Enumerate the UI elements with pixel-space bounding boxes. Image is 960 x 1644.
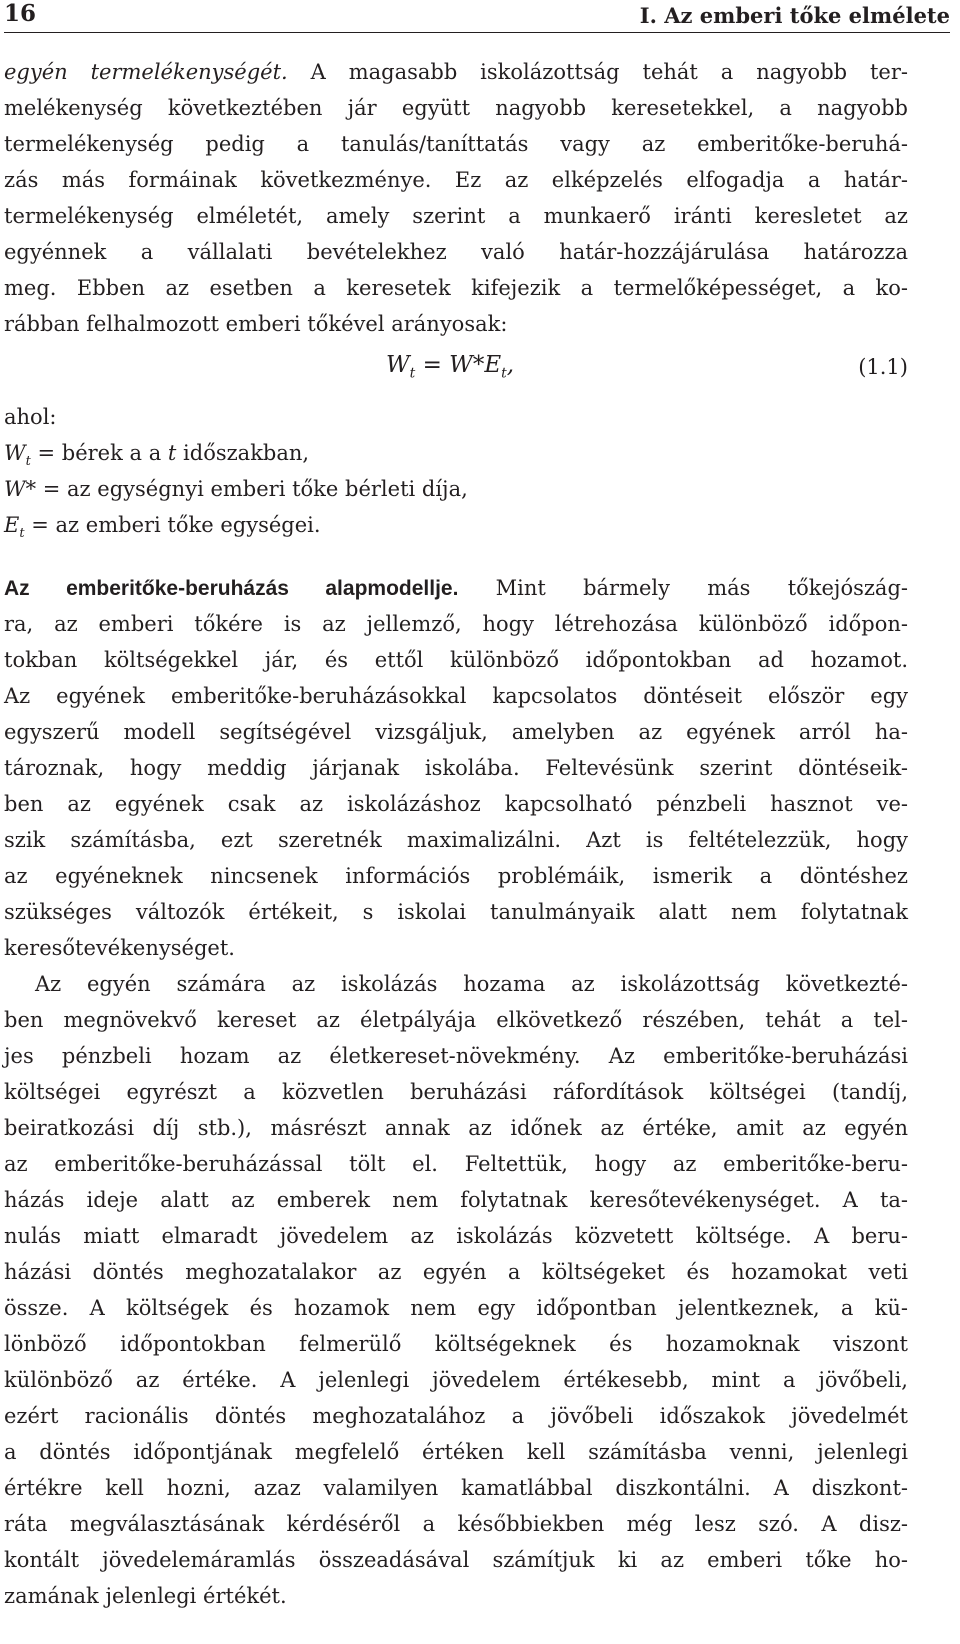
paragraph-line: össze. A költségek és hozamok nem egy időpontban jelentkeznek, a kü- xyxy=(4,1296,908,1320)
paragraph-line: egyszerű modell segítségével vizsgáljuk, amelyben az egyének arról ha- xyxy=(4,720,908,744)
paragraph-line: beiratkozási díj stb.), másrészt annak az időnek az értéke, amit az egyén xyxy=(4,1116,908,1140)
paragraph-line: a döntés időpontjának megfelelő értéken kell számításba venni, jelenlegi xyxy=(4,1440,908,1464)
equation-number: (1.1) xyxy=(858,355,908,379)
eq-tail: , xyxy=(506,352,515,378)
paragraph-line: jes pénzbeli hozam az életkereset-növekmény. Az emberitőke-beruházási xyxy=(4,1044,908,1068)
paragraph-line: házási döntés meghozatalakor az egyén a költségeket és hozamokat veti xyxy=(4,1260,908,1284)
italic-phrase: egyén termelékenységét. xyxy=(4,60,288,84)
paragraph-line: ra, az emberi tőkére is az jellemző, hogy létrehozása különböző időpon- xyxy=(4,612,908,636)
paragraph-line: házás ideje alatt az emberek nem folytatnak keresőtevékenységet. A ta- xyxy=(4,1188,908,1212)
var: W* xyxy=(4,477,37,501)
var-sub: t xyxy=(25,454,31,470)
paragraph-line: zamának jelenlegi értékét. xyxy=(4,1584,287,1608)
var: W xyxy=(4,441,26,465)
paragraph-line: kontált jövedelemáramlás összeadásával számítjuk ki az emberi tőke ho- xyxy=(4,1548,908,1572)
definitions-intro: ahol: xyxy=(4,405,57,429)
def-text: időszakban, xyxy=(176,441,310,465)
paragraph-line: egyénnek a vállalati bevételekhez való határ-hozzájárulása határozza xyxy=(4,240,908,264)
paragraph-line: az emberitőke-beruházással tölt el. Feltettük, hogy az emberitőke-beru- xyxy=(4,1152,908,1176)
equation xyxy=(386,352,514,382)
def-text: = bérek a a xyxy=(30,441,168,465)
paragraph-line: Az egyének emberitőke-beruházásokkal kapcsolatos döntéseit először egy xyxy=(4,684,908,708)
paragraph-line: tároznak, hogy meddig járjanak iskolába. Feltevésünk szerint döntéseik- xyxy=(4,756,908,780)
paragraph-line: szükséges változók értékeit, s iskolai tanulmányaik alatt nem folytatnak xyxy=(4,900,908,924)
line-text: A magasabb iskolázottság tehát a nagyobb ter- xyxy=(287,60,908,84)
paragraph-line: az egyéneknek nincsenek információs problémáik, ismerik a döntéshez xyxy=(4,864,908,888)
paragraph-line: lönböző időpontokban felmerülő költségeknek és hozamoknak viszont xyxy=(4,1332,908,1356)
eq-rhs-sub: t xyxy=(501,365,507,382)
paragraph-line: tokban költségekkel jár, és ettől különböző időpontokban ad hozamot. xyxy=(4,648,908,672)
paragraph-line: melékenység következtében jár együtt nagyobb keresetekkel, a nagyobb xyxy=(4,96,908,120)
paragraph-line: termelékenység pedig a tanulás/taníttatás vagy az emberitőke-beruhá- xyxy=(4,132,908,156)
paragraph-line: termelékenység elméletét, amely szerint a munkaerő iránti keresletet az xyxy=(4,204,908,228)
paragraph-line: ben megnövekvő kereset az életpályája elkövetkező részében, tehát a tel- xyxy=(4,1008,908,1032)
definition-wt xyxy=(4,440,908,475)
paragraph-line: Az egyén számára az iskolázás hozama az iskolázottság következté- xyxy=(35,972,908,996)
paragraph-line: ráta megválasztásának kérdéséről a későbbiekben még lesz szó. A disz- xyxy=(4,1512,908,1536)
paragraph-line: keresőtevékenységet. xyxy=(4,936,235,960)
paragraph-line xyxy=(4,59,908,86)
def-text: = az emberi tőke egységei. xyxy=(24,513,321,537)
paragraph-line: ben az egyének csak az iskolázáshoz kapcsolható pénzbeli hasznot ve- xyxy=(4,792,908,816)
var: t xyxy=(167,441,177,465)
var: E xyxy=(4,513,20,537)
running-header xyxy=(4,0,950,33)
paragraph-line: szik számításba, ezt szeretnék maximalizálni. Azt is feltételezzük, hogy xyxy=(4,828,908,852)
chapter-title: I. Az emberi tőke elmélete xyxy=(639,3,950,28)
paragraph-line: meg. Ebben az esetben a keresetek kifejezik a termelőképességet, a ko- xyxy=(4,276,908,300)
def-text: = az egységnyi emberi tőke bérleti díja, xyxy=(36,477,468,501)
line-text: Mint bármely más tőkejószág- xyxy=(458,576,908,600)
paragraph-line: különböző az értéke. A jelenlegi jövedelem értékesebb, mint a jövőbeli, xyxy=(4,1368,908,1392)
var-sub: t xyxy=(19,526,25,542)
section-first-line xyxy=(4,575,908,602)
eq-lhs-sub: t xyxy=(409,365,416,382)
definition-wstar xyxy=(4,476,908,503)
paragraph-line: költségei egyrészt a közvetlen beruházási ráfordítások költségei (tandíj, xyxy=(4,1080,908,1104)
paragraph-line: rábban felhalmozott emberi tőkével arányosak: xyxy=(4,312,508,336)
paragraph-line: értékre kell hozni, azaz valamilyen kamatlábbal diszkontálni. A diszkont- xyxy=(4,1476,908,1500)
paragraph-line: zás más formáinak következménye. Ez az elképzelés elfogadja a határ- xyxy=(4,168,908,192)
definition-et xyxy=(4,512,908,547)
paragraph-line: nulás miatt elmaradt jövedelem az iskolázás közvetett költsége. A beru- xyxy=(4,1224,908,1248)
eq-lhs: W xyxy=(386,352,410,378)
page-number: 16 xyxy=(4,0,37,27)
eq-mid: = W*E xyxy=(415,352,502,378)
paragraph-line: ezért racionális döntés meghozatalához a jövőbeli időszakok jövedelmét xyxy=(4,1404,908,1428)
section-heading: Az emberitőke-beruházás alapmodellje. xyxy=(4,577,459,600)
